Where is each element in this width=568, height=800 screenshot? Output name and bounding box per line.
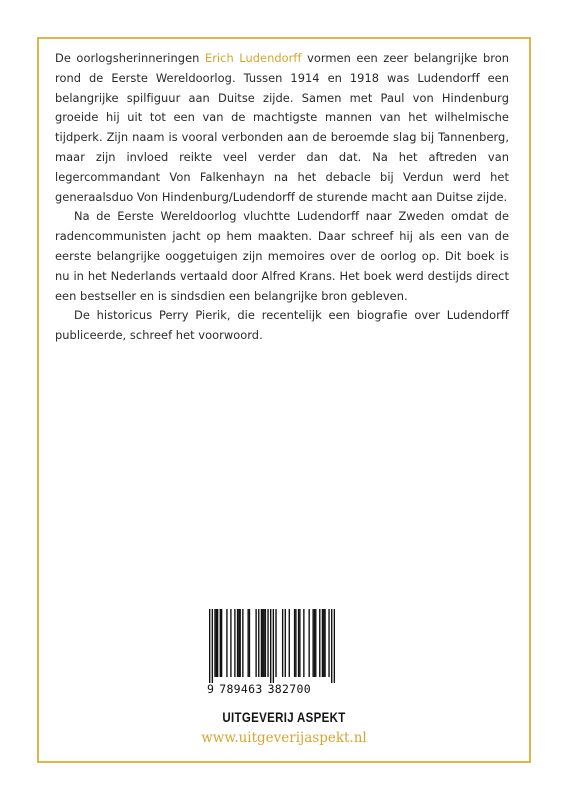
barcode-bar [258,609,259,677]
barcode-bar [275,609,276,677]
barcode-bar [303,609,304,677]
barcode-bar [226,609,227,677]
isbn-barcode [207,609,343,696]
barcode-bar [322,609,323,677]
barcode-bar [315,609,316,677]
barcode-bar [216,609,217,677]
barcode-bar [289,609,290,677]
barcode-bar [238,609,239,677]
barcode-bar [220,609,221,677]
barcode-bar [237,609,238,677]
barcode-bar [265,609,266,677]
barcode-digits [207,682,343,696]
barcode-bar [209,609,210,683]
barcode-bar [221,609,222,677]
barcode-bar [285,609,286,677]
barcode-bar [212,609,213,683]
barcode-bar [282,609,283,677]
barcode-bar [273,609,274,683]
barcode-bar [267,609,268,677]
author-name: Erich Ludendorff [204,51,302,65]
barcode-bar [247,609,248,677]
barcode-bar [319,609,320,677]
barcode-bar [323,609,324,677]
publisher-website: www.uitgeverijaspekt.nl [201,730,367,746]
blurb-p1-lead: De oorlogsherinneringen [55,51,205,65]
barcode-bar [295,609,296,677]
barcode-bar [314,609,315,677]
barcode-bar [217,609,218,677]
barcode-bar [255,609,256,677]
barcode-bar [331,609,332,683]
blurb-paragraph-2: Na de Eerste Wereldoorlog vluchtte Ludendorff naar Zweden omdat de radencommunisten jacht op hem maakten. Daar schreef hij als een van de eerste belangrijke ooggetuigen zijn memoires over de oorlog op. Dit boek is nu in het Nederlands vertaald door Alfred Krans. Het boek werd destijds direct een bestseller en is sindsdien een belangrijke bron gebleven. [55,209,509,303]
blurb [55,49,509,346]
barcode-bar [298,609,299,677]
publisher-name: UITGEVERIJ ASPEKT [222,709,346,725]
barcode-digits-left: 789463 [219,682,263,696]
barcode-bar [261,609,262,677]
barcode-bar [249,609,250,677]
barcode-digit-first: 9 [207,682,215,696]
barcode-bar [230,609,231,677]
blurb-paragraph-1 [55,49,509,207]
barcode-bar [294,609,295,677]
barcode-digits-right: 382700 [267,682,311,696]
barcode-bar [334,609,335,683]
barcode-bar [262,609,263,677]
barcode-bar [308,609,309,677]
blurb-p1-body: vormen een zeer belangrijke bron rond de Eerste Wereldoorlog. Tussen 1914 en 1918 was Ludendorff een belangrijke spilfiguur aan Duitse zijde. Samen met Paul von Hindenburg groeide hij uit tot een van de machtigste mannen van het wilhelmische tijdperk. Zijn naam is vooral verbonden aan de beroemde slag bij Tannenberg, maar zijn invloed reikte veel verder dan dat. Na het aftreden van legercommandant Von Falkenhayn na het debacle bij Verdun werd het generaalsduo Von Hindenburg/Ludendorff de sturende macht aan Duitse zijde. [55,51,509,204]
barcode-bar [312,609,313,677]
barcode-bar [234,609,235,677]
barcode-bar [263,609,264,677]
blurb-paragraph-3: De historicus Perry Pierik, die recentelijk een biografie over Ludendorff publiceerde, schreef het voorwoord. [55,308,509,343]
barcode-bar [299,609,300,677]
barcode-bar [328,609,329,677]
barcode-bar [240,609,241,677]
barcode-bar [324,609,325,677]
barcode-bar [270,609,271,683]
barcode-bars [209,609,335,683]
barcode-bar [242,609,243,677]
barcode-bar [214,609,215,677]
